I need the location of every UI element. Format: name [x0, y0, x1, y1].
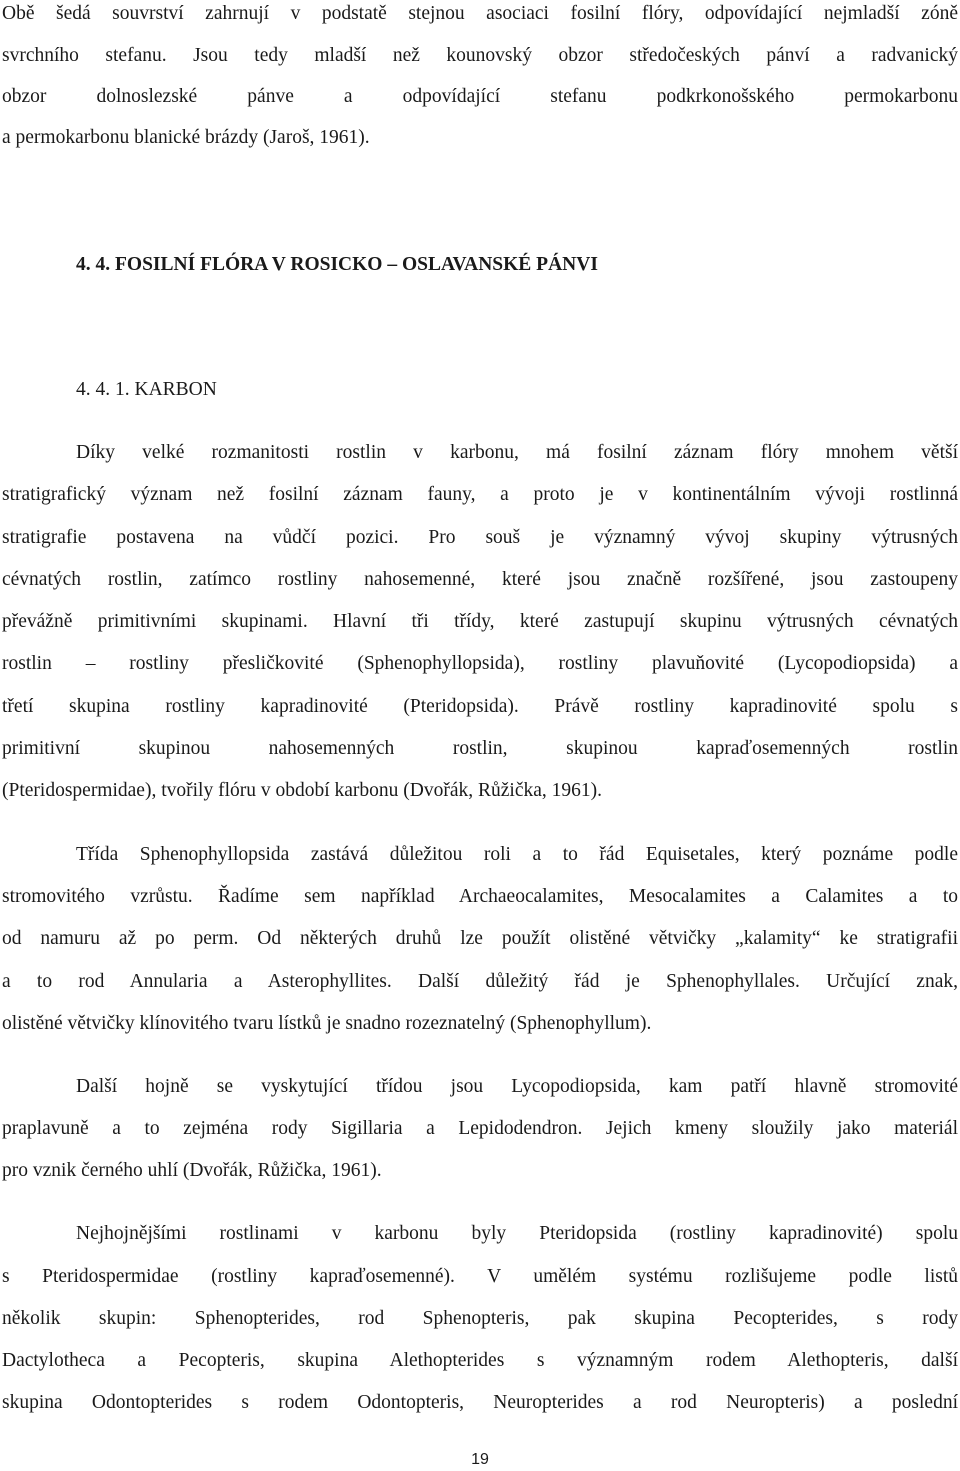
paragraph2-line-4: a to rod Annularia a Asterophyllites. Další důležitý řád je Sphenophyllales. Určující znak,: [2, 971, 958, 992]
section-heading: 4. 4. FOSILNÍ FLÓRA V ROSICKO – OSLAVANSKÉ PÁNVI: [76, 254, 598, 275]
paragraph1-line-7: třetí skupina rostliny kapradinovité (Pteridopsida). Právě rostliny kapradinovité spolu s: [2, 696, 958, 717]
intro-line-3: obzor dolnoslezské pánve a odpovídající stefanu podkrkonošského permokarbonu: [2, 86, 958, 107]
paragraph4-line-3: několik skupin: Sphenopterides, rod Sphenopteris, pak skupina Pecopterides, s rody: [2, 1308, 958, 1329]
intro-line-4: a permokarbonu blanické brázdy (Jaroš, 1961).: [2, 127, 370, 148]
paragraph1-line-9: (Pteridospermidae), tvořily flóru v období karbonu (Dvořák, Růžička, 1961).: [2, 780, 603, 801]
paragraph2-line-5: olistěné větvičky klínovitého tvaru lístků je snadno rozeznatelný (Sphenophyllum).: [2, 1013, 652, 1034]
paragraph1-line-3: stratigrafie postavena na vůdčí pozici. Pro souš je významný vývoj skupiny výtrusných: [2, 527, 958, 548]
paragraph3-line-1: Další hojně se vyskytující třídou jsou Lycopodiopsida, kam patří hlavně stromovité: [76, 1076, 958, 1097]
paragraph3-line-2: praplavuně a to zejména rody Sigillaria a Lepidodendron. Jejich kmeny sloužily jako materiál: [2, 1118, 958, 1139]
paragraph1-line-6: rostlin – rostliny přesličkovité (Sphenophyllopsida), rostliny plavuňovité (Lycopodiopsida) a: [2, 653, 958, 674]
paragraph2-line-2: stromovitého vzrůstu. Řadíme sem například Archaeocalamites, Mesocalamites a Calamites a to: [2, 886, 958, 907]
paragraph4-line-5: skupina Odontopterides s rodem Odontopteris, Neuropterides a rod Neuropteris) a poslední: [2, 1392, 958, 1413]
paragraph2-line-1: Třída Sphenophyllopsida zastává důležitou roli a to řád Equisetales, který poznáme podle: [76, 844, 958, 865]
paragraph4-line-1: Nejhojnějšími rostlinami v karbonu byly Pteridopsida (rostliny kapradinovité) spolu: [76, 1223, 958, 1244]
paragraph1-line-8: primitivní skupinou nahosemenných rostlin, skupinou kapraďosemenných rostlin: [2, 738, 958, 759]
paragraph1-line-4: cévnatých rostlin, zatímco rostliny nahosemenné, které jsou značně rozšířené, jsou zastoupeny: [2, 569, 958, 590]
intro-line-2: svrchního stefanu. Jsou tedy mladší než kounovský obzor středočeských pánví a radvanický: [2, 45, 958, 66]
paragraph3-line-3: pro vznik černého uhlí (Dvořák, Růžička, 1961).: [2, 1160, 382, 1181]
intro-line-1: Obě šedá souvrství zahrnují v podstatě stejnou asociaci fosilní flóry, odpovídající nejmladší zóně: [2, 3, 958, 24]
paragraph2-line-3: od namuru až po perm. Od některých druhů lze použít olistěné větvičky „kalamity“ ke stratigrafii: [2, 928, 958, 949]
subsection-heading: 4. 4. 1. KARBON: [76, 379, 217, 400]
paragraph1-line-5: převážně primitivními skupinami. Hlavní tři třídy, které zastupují skupinu výtrusných cévnatých: [2, 611, 958, 632]
paragraph1-line-1: Díky velké rozmanitosti rostlin v karbonu, má fosilní záznam flóry mnohem větší: [76, 442, 958, 463]
paragraph1-line-2: stratigrafický význam než fosilní záznam fauny, a proto je v kontinentálním vývoji rostlinná: [2, 484, 958, 505]
page-number: 19: [471, 1451, 489, 1468]
paragraph4-line-4: Dactylotheca a Pecopteris, skupina Alethopterides s významným rodem Alethopteris, další: [2, 1350, 958, 1371]
paragraph4-line-2: s Pteridospermidae (rostliny kapraďosemenné). V umělém systému rozlišujeme podle listů: [2, 1266, 958, 1287]
